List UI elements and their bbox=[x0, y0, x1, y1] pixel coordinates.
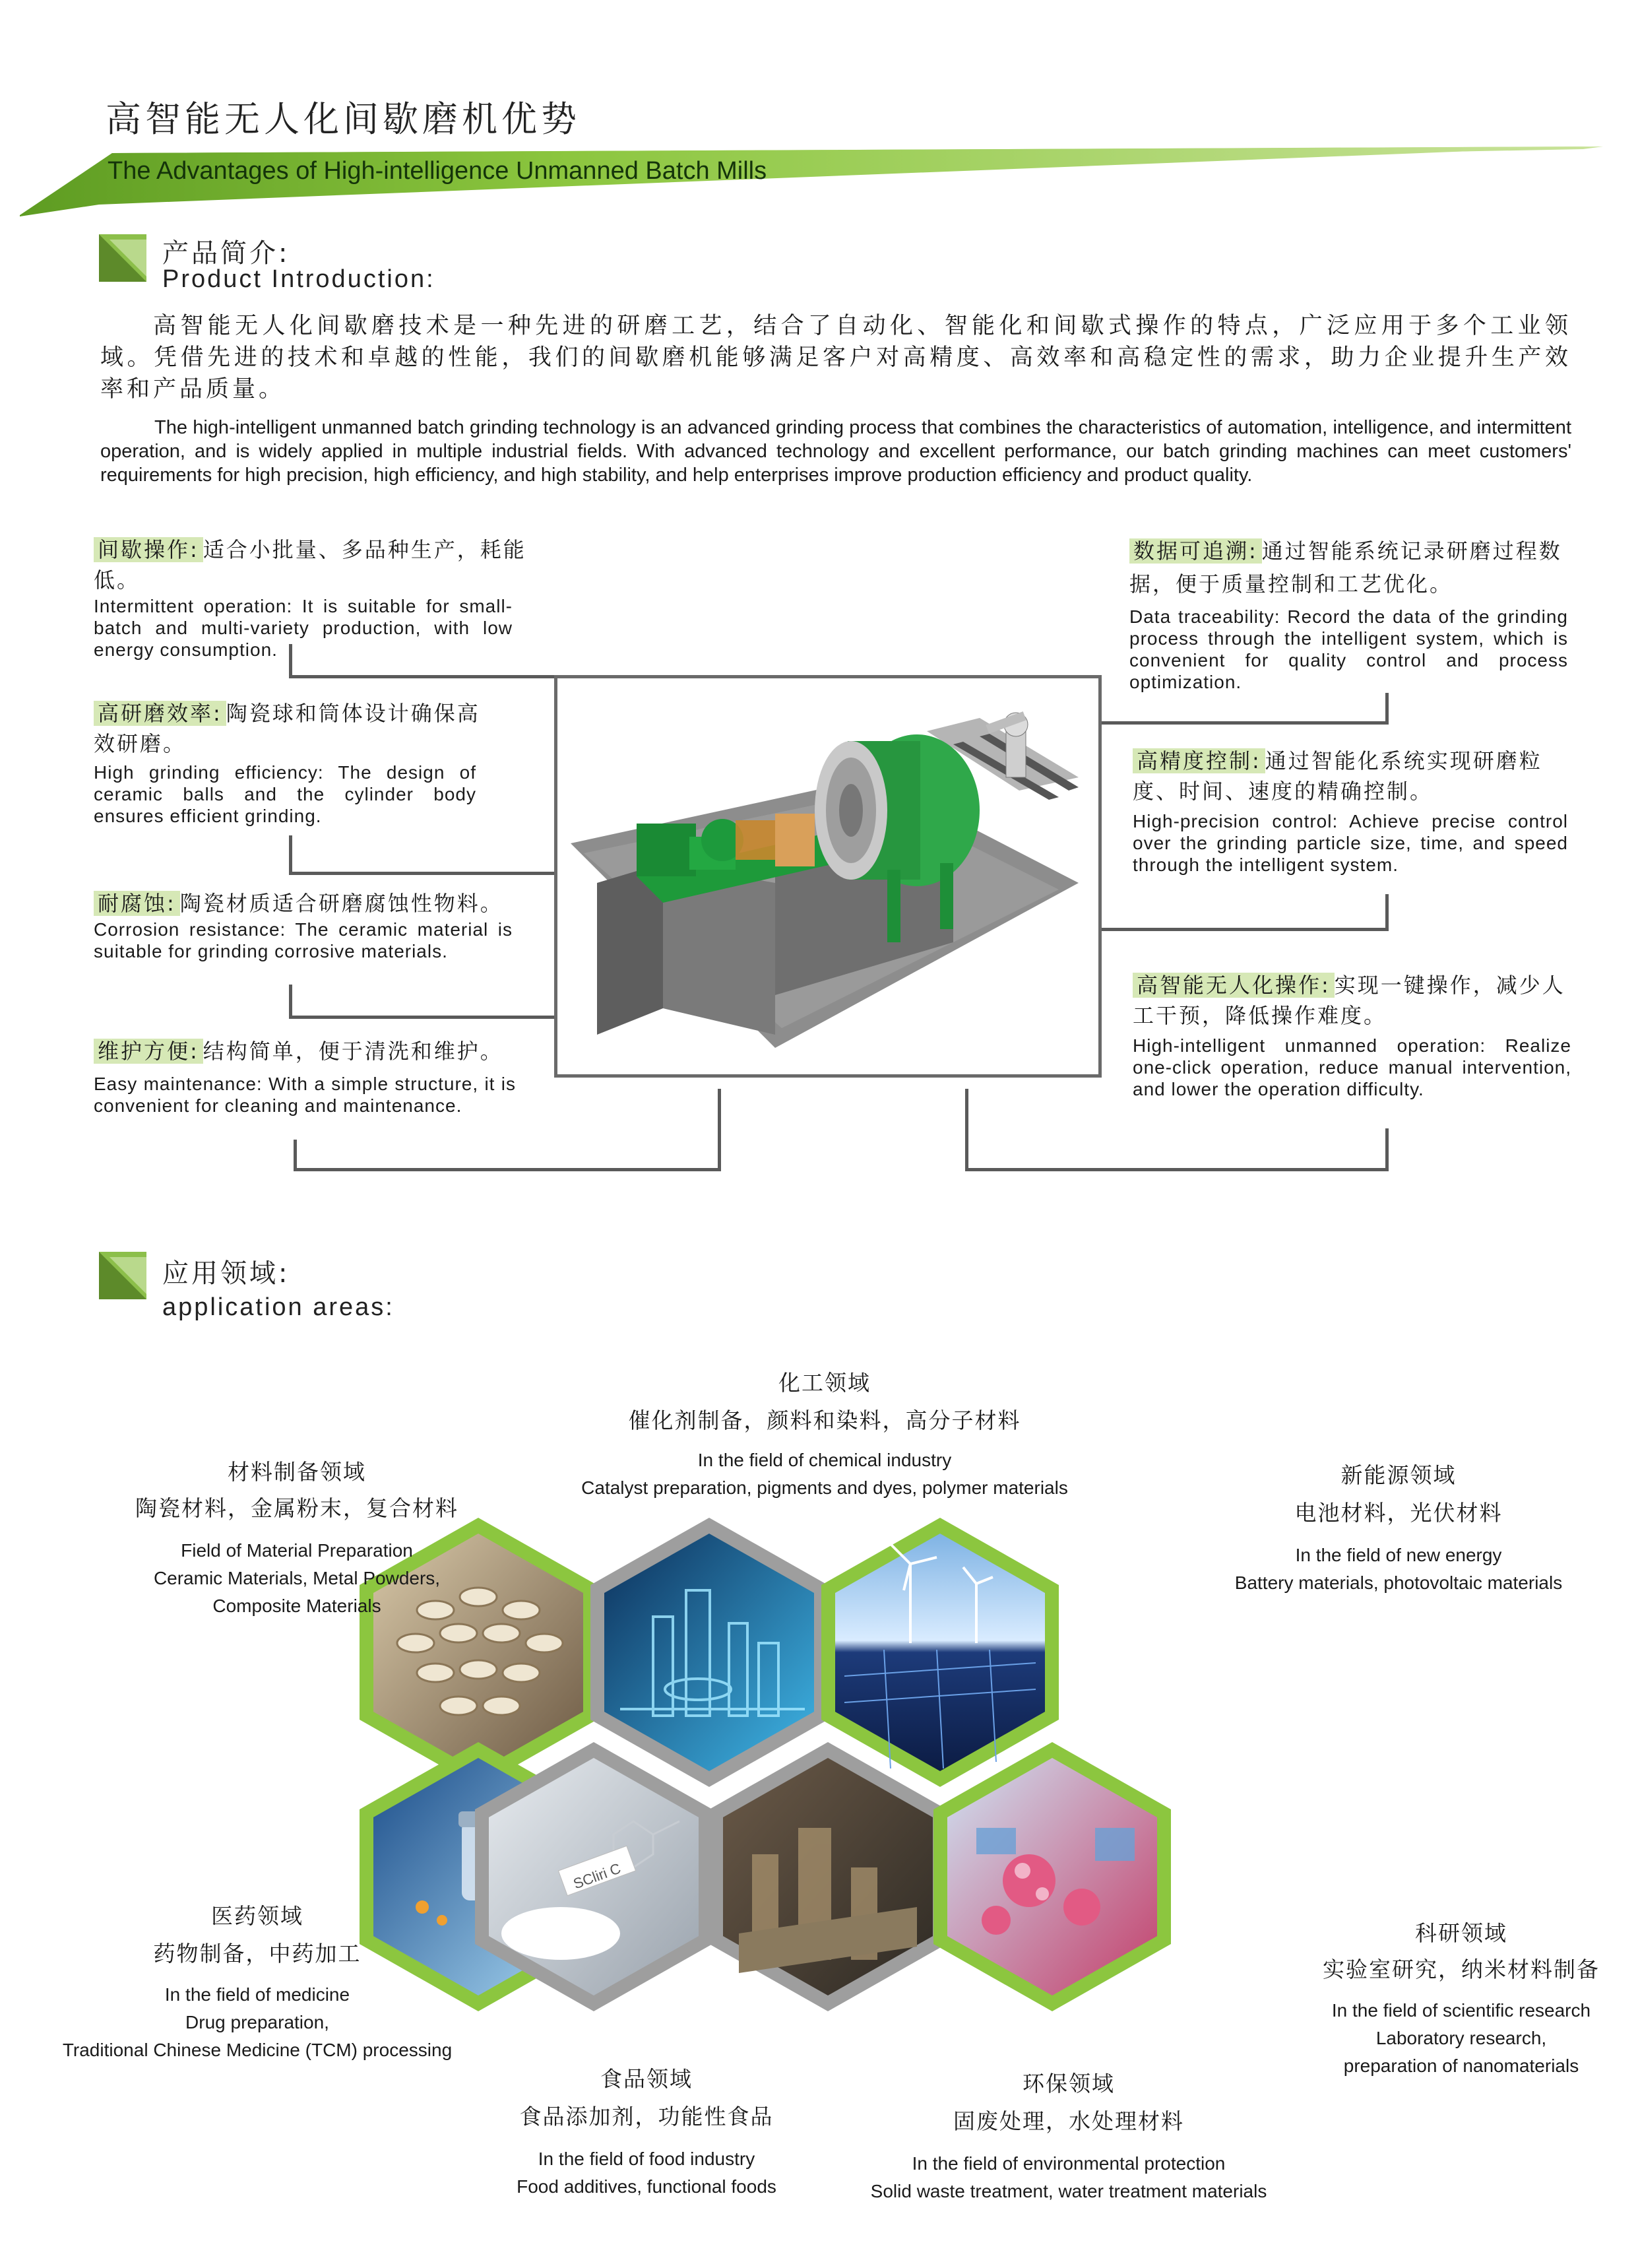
intro-heading-en: Product Introduction: bbox=[162, 265, 435, 293]
app-title-cn: 食品领域 bbox=[600, 2066, 693, 2092]
feature-label: 间歇操作: bbox=[94, 537, 203, 562]
app-energy bbox=[1181, 1458, 1616, 1597]
app-sub-cn: 固废处理，水处理材料 bbox=[953, 2108, 1184, 2134]
app-en-line2: Food additives, functional foods bbox=[517, 2176, 776, 2197]
app-en-line1: Field of Material Preparation bbox=[181, 1540, 413, 1561]
feature-label: 高智能无人化操作: bbox=[1133, 973, 1335, 998]
feature-desc-en: Intermittent operation: It is suitable for small-batch and multi-variety production, with low energy consumption. bbox=[94, 596, 513, 660]
feature-traceability bbox=[1129, 535, 1568, 693]
app-en-line3: Traditional Chinese Medicine (TCM) processing bbox=[62, 2040, 453, 2060]
app-en-line3: Composite Materials bbox=[212, 1596, 381, 1616]
app-en-line2: Catalyst preparation, pigments and dyes, polymer materials bbox=[581, 1477, 1068, 1498]
feature-label: 耐腐蚀: bbox=[94, 891, 180, 916]
machine-illustration-frame bbox=[554, 675, 1102, 1078]
app-title-cn: 材料制备领域 bbox=[228, 1459, 366, 1485]
app-title-cn: 科研领域 bbox=[1415, 1920, 1507, 1946]
feature-label: 高研磨效率: bbox=[94, 701, 226, 726]
app-en-line2: Battery materials, photovoltaic materials bbox=[1234, 1572, 1563, 1593]
applications-heading-en: application areas: bbox=[162, 1293, 394, 1321]
connector-line bbox=[289, 835, 292, 875]
feature-efficiency bbox=[94, 698, 489, 827]
feature-intermittent bbox=[94, 535, 542, 661]
app-food bbox=[475, 2062, 818, 2201]
feature-corrosion bbox=[94, 888, 542, 962]
feature-desc-en: Data traceability: Record the data of the grinding process through the intelligent system, which is convenient for quality control and process optimization. bbox=[1129, 606, 1568, 692]
connector-line bbox=[289, 1016, 556, 1019]
feature-desc-en: High-intelligent unmanned operation: Realize one-click operation, reduce manual intervention, and lower the operation difficulty. bbox=[1133, 1035, 1571, 1099]
hex-food-label: SCliri C bbox=[571, 1860, 623, 1893]
app-sub-cn: 催化剂制备，颜料和染料，高分子材料 bbox=[628, 1408, 1021, 1433]
connector-line bbox=[718, 1089, 721, 1171]
connector-line bbox=[289, 675, 556, 678]
hex-research bbox=[933, 1742, 1171, 2011]
feature-maintenance bbox=[94, 1036, 542, 1117]
connector-line bbox=[965, 1089, 968, 1171]
app-en-line2: Laboratory research, bbox=[1375, 2028, 1547, 2048]
app-sub-cn: 药物制备，中药加工 bbox=[153, 1941, 362, 1966]
feature-unmanned bbox=[1133, 970, 1571, 1100]
app-sub-cn: 实验室研究，纳米材料制备 bbox=[1323, 1957, 1600, 1982]
intro-heading-cn: 产品简介: bbox=[162, 238, 290, 269]
feature-desc-cn: 适合小批量、多品种生产，耗能低。 bbox=[94, 537, 526, 593]
app-sub-cn: 陶瓷材料，金属粉末，复合材料 bbox=[135, 1495, 458, 1521]
app-en-line1: In the field of environmental protection bbox=[912, 2153, 1226, 2174]
feature-desc-en: Corrosion resistance: The ceramic material is suitable for grinding corrosive materials. bbox=[94, 919, 513, 961]
hex-chemical bbox=[590, 1518, 828, 1787]
app-material bbox=[99, 1455, 495, 1620]
connector-line bbox=[289, 985, 292, 1019]
app-research bbox=[1306, 1916, 1616, 2080]
app-environment bbox=[831, 2067, 1306, 2205]
feature-desc-en: High grinding efficiency: The design of ceramic balls and the cylinder body ensures efficient grinding. bbox=[94, 762, 476, 826]
app-title-cn: 环保领域 bbox=[1023, 2071, 1115, 2096]
connector-line bbox=[1092, 721, 1389, 725]
feature-desc-cn: 通过智能化系统实现研磨粒度、时间、速度的精确控制。 bbox=[1133, 748, 1542, 804]
app-en-line1: In the field of chemical industry bbox=[697, 1450, 952, 1470]
page-title-en: The Advantages of High-intelligence Unmanned Batch Mills bbox=[108, 157, 767, 185]
app-en-line1: In the field of scientific research bbox=[1331, 2000, 1591, 2021]
app-en-line2: Drug preparation, bbox=[185, 2012, 329, 2032]
connector-line bbox=[289, 872, 556, 875]
connector-line bbox=[965, 1168, 1389, 1171]
feature-label: 维护方便: bbox=[94, 1039, 203, 1064]
feature-desc-cn: 通过智能系统记录研磨过程数据，便于质量控制和工艺优化。 bbox=[1129, 538, 1562, 597]
feature-desc-en: High-precision control: Achieve precise control over the grinding particle size, time, and speed through the intelligent system. bbox=[1133, 811, 1568, 875]
feature-label: 高精度控制: bbox=[1133, 748, 1265, 773]
connector-line bbox=[1092, 928, 1389, 931]
app-en-line1: In the field of medicine bbox=[164, 1984, 350, 2005]
feature-desc-cn: 陶瓷材质适合研磨腐蚀性物料。 bbox=[179, 891, 503, 916]
connector-line bbox=[294, 1140, 297, 1171]
app-title-cn: 新能源领域 bbox=[1340, 1462, 1457, 1488]
feature-label: 数据可追溯: bbox=[1129, 538, 1262, 564]
feature-precision bbox=[1133, 746, 1568, 876]
connector-line bbox=[1385, 894, 1389, 931]
feature-desc-cn: 实现一键操作，减少人工干预，降低操作难度。 bbox=[1133, 973, 1565, 1028]
page-title-cn: 高智能无人化间歇磨机优势 bbox=[106, 98, 581, 140]
app-title-cn: 医药领域 bbox=[211, 1903, 303, 1929]
section-square-icon bbox=[99, 234, 146, 282]
app-en-line2: Ceramic Materials, Metal Powders, bbox=[153, 1568, 441, 1588]
feature-desc-cn: 结构简单，便于清洗和维护。 bbox=[203, 1039, 503, 1064]
intro-body-cn: 高智能无人化间歇磨技术是一种先进的研磨工艺，结合了自动化、智能化和间歇式操作的特点，广泛应用于多个工业领域。凭借先进的技术和卓越的性能，我们的间歇磨机能够满足客户对高精度、高效率和高稳定性的需求，助力企业提升生产效率和产品质量。 bbox=[100, 313, 1571, 403]
app-en-line1: In the field of new energy bbox=[1295, 1545, 1502, 1565]
app-medicine bbox=[40, 1899, 475, 2064]
app-chemical bbox=[521, 1366, 1128, 1502]
app-en-line1: In the field of food industry bbox=[538, 2149, 755, 2169]
section-square-icon bbox=[99, 1252, 146, 1299]
app-en-line3: preparation of nanomaterials bbox=[1343, 2056, 1579, 2076]
app-sub-cn: 电池材料，光伏材料 bbox=[1294, 1500, 1503, 1526]
app-title-cn: 化工领域 bbox=[778, 1370, 871, 1396]
connector-line bbox=[289, 644, 292, 678]
app-en-line2: Solid waste treatment, water treatment materials bbox=[870, 2181, 1267, 2201]
feature-desc-en: Easy maintenance: With a simple structure, it is convenient for cleaning and maintenance. bbox=[94, 1074, 516, 1116]
feature-desc-cn: 陶瓷球和筒体设计确保高效研磨。 bbox=[94, 701, 480, 756]
intro-body-en: The high-intelligent unmanned batch grinding technology is an advanced grinding process that combines the characteristics of automation, intelligence, and intermittent operation, and is widely applied in multiple industrial fields. With advanced technology and excellent performance, our batch grinding machines can meet customers' requirements for high precision, high efficiency, and high stability, and help enterprises improve production efficiency and product quality. bbox=[100, 417, 1571, 486]
batch-mill-illustration bbox=[557, 678, 1098, 1074]
connector-line bbox=[1385, 1128, 1389, 1171]
connector-line bbox=[294, 1168, 721, 1171]
connector-line bbox=[1385, 693, 1389, 725]
hex-environment bbox=[709, 1742, 947, 2011]
applications-heading-cn: 应用领域: bbox=[162, 1258, 290, 1289]
app-sub-cn: 食品添加剂，功能性食品 bbox=[519, 2104, 774, 2129]
hex-energy bbox=[821, 1518, 1059, 1787]
